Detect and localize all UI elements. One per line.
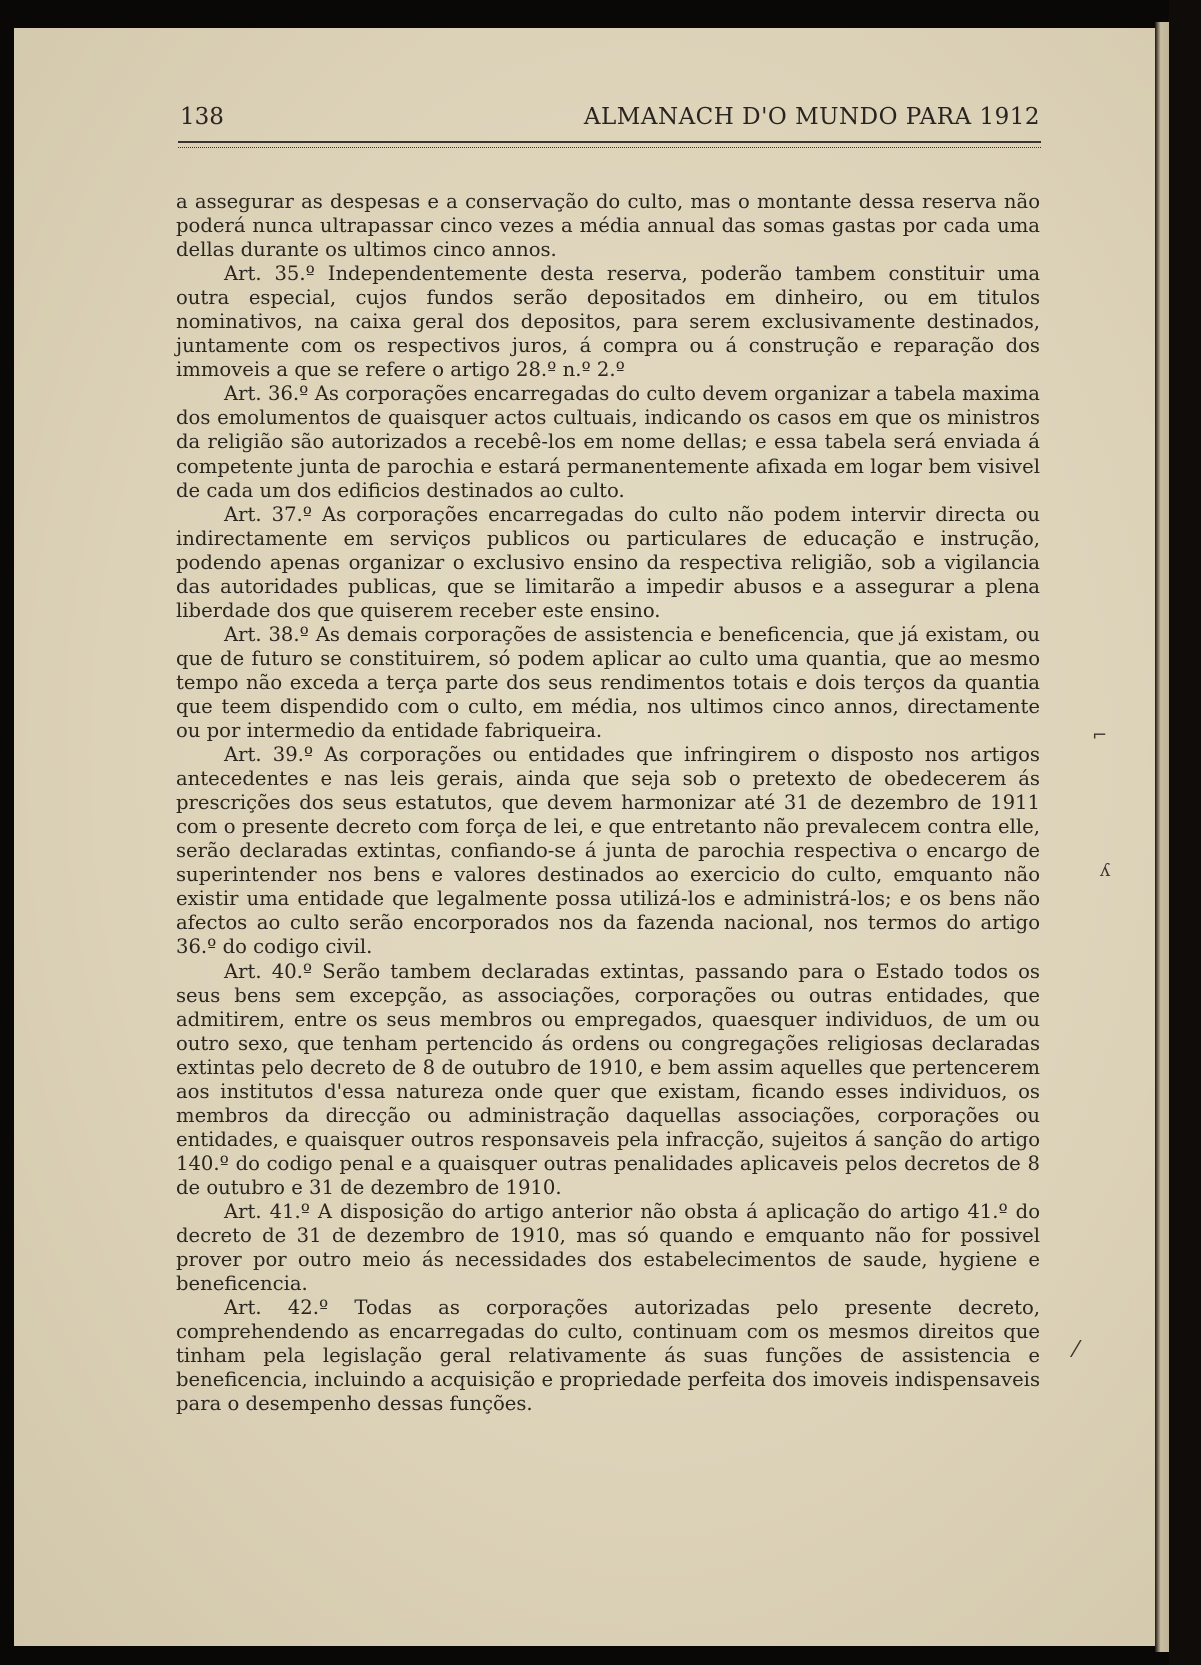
page-header [180,104,1040,134]
paragraph-text: a assegurar as despesas e a conservação do culto, mas o montante dessa reserva não poderá nunca ultrapassar cinco vezes a média annual das somas gastas por cada uma dellas durante os ultimos cinco annos. [176,190,1040,262]
paragraph [176,1296,1040,1416]
article-label: Art. 36.º [224,382,309,406]
page-number: 138 [180,104,224,130]
running-title: ALMANACH D'O MUNDO PARA 1912 [583,104,1040,130]
article-label: Art. 37.º [224,502,312,526]
article-label: Art. 35.º [224,262,315,286]
header-rule [178,141,1041,148]
paragraph-text: As corporações encarregadas do culto devem organizar a tabela maxima dos emolumentos de quaisquer actos cultuais, indicando os casos em que os ministros da religião são autorizados a recebê-los em nome dellas; e essa tabela será enviada á competente junta de parochia e estará permanentemente afixada em logar bem visivel de cada um dos edificios destinados ao culto. [176,382,1040,502]
margin-pencil-mark: ⁄ [1074,1338,1078,1363]
paragraph [176,503,1040,623]
article-label: Art. 41.º [224,1199,310,1223]
paragraph [176,190,1040,262]
margin-pencil-mark: ʎ [1100,860,1111,881]
paragraph [176,382,1040,502]
article-body [176,190,1040,1416]
paragraph-text: Independentemente desta reserva, poderão tambem constituir uma outra especial, cujos fundos serão depositados em dinheiro, ou em titulos nominativos, na caixa geral dos depositos, para serem exclusivamente destinados, juntamente com os respectivos juros, á compra ou á construção e reparação dos immoveis a que se refere o artigo 28.º n.º 2.º [176,262,1040,382]
scan-border [1169,0,1201,1665]
paragraph [176,623,1040,743]
article-label: Art. 40.º [224,959,313,983]
paragraph [176,960,1040,1200]
page-edge [1155,22,1169,1652]
paragraph-text: As corporações ou entidades que infringirem o disposto nos artigos antecedentes e nas leis gerais, ainda que seja sob o pretexto de obedecerem ás prescrições dos seus estatutos, que devem harmonizar até 31 de dezembro de 1911 com o presente decreto com força de lei, e que entretanto não prevalecem contra elle, serão declaradas extintas, confiando-se á junta de parochia respectiva o encargo de superintender nos bens e valores destinados ao exercicio do culto, emquanto não existir uma entidade que legalmente possa utilizá-los e administrá-los; e os bens não afectos ao culto serão encorporados nos da fazenda nacional, nos termos do artigo 36.º do codigo civil. [176,743,1040,959]
paragraph-text: A disposição do artigo anterior não obsta á aplicação do artigo 41.º do decreto de 31 de dezembro de 1910, mas só quando e emquanto não for possivel prover por outro meio ás necessidades dos estabelecimentos de saude, hygiene e beneficencia. [176,1199,1040,1296]
paragraph-text: Serão tambem declaradas extintas, passando para o Estado todos os seus bens sem excepção, as associações, corporações ou outras entidades, que admitirem, entre os seus membros ou empregados, quaesquer individuos, de um ou outro sexo, que tenham pertencido ás ordens ou congregações religiosas declaradas extintas pelo decreto de 8 de outubro de 1910, e bem assim aquelles que pertencerem aos institutos d'essa natureza onde quer que existam, ficando esses individuos, os membros da direcção ou administração daquellas associações, corporações ou entidades, e quaisquer outros responsaveis pela infracção, sujeitos á sanção do artigo 140.º do codigo penal e a quaisquer outras penalidades aplicaveis pelos decretos de 8 de outubro e 31 de dezembro de 1910. [176,959,1040,1199]
paragraph-text: As corporações encarregadas do culto não podem intervir directa ou indirectamente em serviços publicos ou particulares de educação e instrução, podendo apenas organizar o exclusivo ensino da respectiva religião, sob a vigilancia das autoridades publicas, que se limitarão a impedir abusos e a assegurar a plena liberdade dos que quiserem receber este ensino. [176,502,1040,622]
paragraph [176,262,1040,382]
paragraph-text: Todas as corporações autorizadas pelo presente decreto, comprehendendo as encarregadas do culto, continuam com os mesmos direitos que tinham pela legislação geral relativamente ás suas funções de assistencia e beneficencia, incluindo a acquisição e propriedade perfeita dos imoveis indispensaveis para o desempenho dessas funções. [176,1296,1040,1416]
margin-pencil-mark: ⌐ [1092,725,1108,746]
paragraph [176,1200,1040,1296]
article-label: Art. 39.º [224,743,314,767]
paragraph-text: As demais corporações de assistencia e beneficencia, que já existam, ou que de futuro se constituirem, só podem aplicar ao culto uma quantia, que ao mesmo tempo não exceda a terça parte dos seus rendimentos totais e dois terços da quantia que teem dispendido com o culto, em média, nos ultimos cinco annos, directamente ou por intermedio da entidade fabriqueira. [176,622,1040,743]
article-label: Art. 38.º [224,622,309,646]
paragraph [176,743,1040,959]
article-label: Art. 42.º [224,1296,329,1320]
